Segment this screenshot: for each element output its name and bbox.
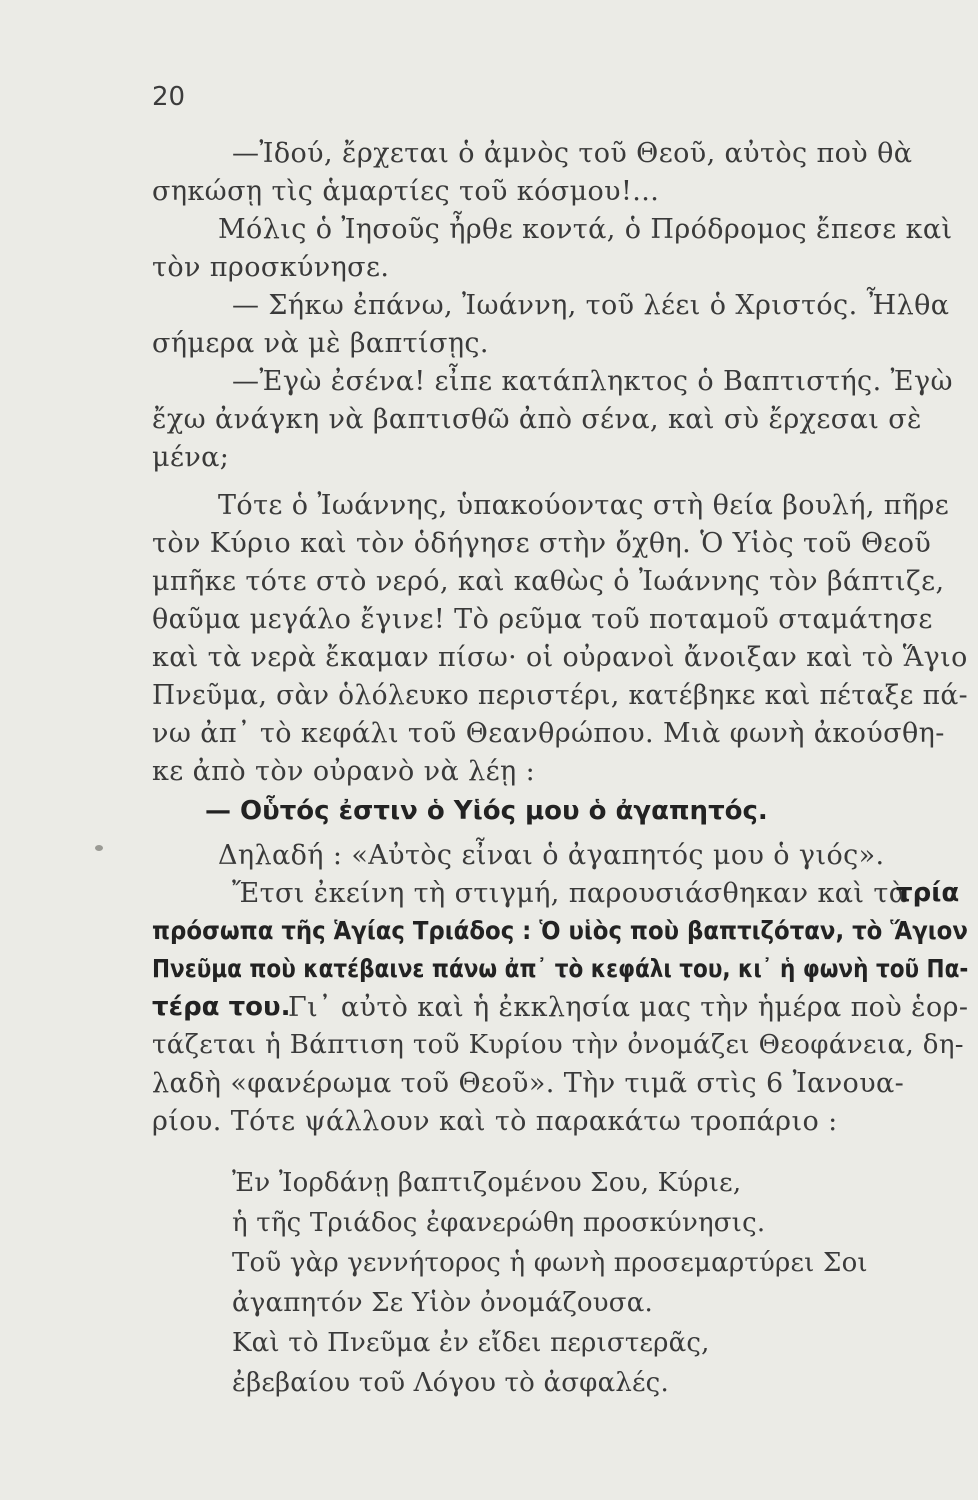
text-line: —Ἰδού, ἔρχεται ὁ ἀμνὸς τοῦ Θεοῦ, αὐτὸς ποὺ θὰ <box>232 138 913 169</box>
text-line: σηκώσῃ τὶς ἁμαρτίες τοῦ κόσμου!... <box>152 176 660 207</box>
verse-line: Τοῦ γὰρ γεννήτορος ἡ φωνὴ προσεμαρτύρει Σοι <box>232 1248 868 1278</box>
text-line: ρίου. Τότε ψάλλουν καὶ τὸ παρακάτω τροπάριο : <box>152 1106 838 1137</box>
text-line: καὶ τὰ νερὰ ἔκαμαν πίσω· οἱ οὐρανοὶ ἄνοιξαν καὶ τὸ Ἅγιο <box>152 642 968 673</box>
bold-quote-line: — Οὗτός ἐστιν ὁ Υἱός μου ὁ ἀγαπητός. <box>205 796 768 826</box>
text-line: τὸν προσκύνησε. <box>152 252 390 283</box>
text-line: λαδὴ «φανέρωμα τοῦ Θεοῦ». Τὴν τιμᾶ στὶς 6 Ἰανουα- <box>152 1068 905 1099</box>
verse-line: Ἐν Ἰορδάνῃ βαπτιζομένου Σου, Κύριε, <box>232 1168 742 1198</box>
text-line: θαῦμα μεγάλο ἔγινε! Τὸ ρεῦμα τοῦ ποταμοῦ σταμάτησε <box>152 604 933 635</box>
text-line: —Ἐγὼ ἐσένα! εἶπε κατάπληκτος ὁ Βαπτιστής. Ἐγὼ <box>232 366 953 397</box>
bold-text-line: πρόσωπα τῆς Ἁγίας Τριάδος : Ὁ υἱὸς ποὺ βαπτιζόταν, τὸ Ἅγιον <box>152 916 968 945</box>
text-line: Δηλαδή : «Αὐτὸς εἶναι ὁ ἀγαπητός μου ὁ γιός». <box>218 840 885 871</box>
text-line: νω ἀπ᾿ τὸ κεφάλι τοῦ Θεανθρώπου. Μιὰ φωνὴ ἀκούσθη- <box>152 718 945 749</box>
text-line: — Σήκω ἐπάνω, Ἰωάννη, τοῦ λέει ὁ Χριστός. Ἦλθα <box>232 290 950 321</box>
ink-smudge <box>95 845 103 851</box>
verse-line: ἡ τῆς Τριάδος ἐφανερώθη προσκύνησις. <box>232 1208 766 1238</box>
text-line: τὸν Κύριο καὶ τὸν ὁδήγησε στὴν ὄχθη. Ὁ Υἱὸς τοῦ Θεοῦ <box>152 528 932 559</box>
text-line: Γι᾿ αὐτὸ καὶ ἡ ἐκκλησία μας τὴν ἡμέρα ποὺ ἑορ- <box>288 992 969 1023</box>
text-line: Ἔτσι ἐκείνη τὴ στιγμή, παρουσιάσθηκαν καὶ τὰ <box>232 878 908 909</box>
page-number: 20 <box>152 82 186 112</box>
verse-line: Καὶ τὸ Πνεῦμα ἐν εἴδει περιστερᾶς, <box>232 1328 710 1358</box>
text-line: Μόλις ὁ Ἰησοῦς ἦρθε κοντά, ὁ Πρόδρομος ἔπεσε καὶ <box>218 214 953 245</box>
text-line: τάζεται ἡ Βάπτιση τοῦ Κυρίου τὴν ὀνομάζει Θεοφάνεια, δη- <box>152 1030 964 1060</box>
text-line: ἔχω ἀνάγκη νὰ βαπτισθῶ ἀπὸ σένα, καὶ σὺ ἔρχεσαι σὲ <box>152 404 922 435</box>
text-line: κε ἀπὸ τὸν οὐρανὸ νὰ λέῃ : <box>152 756 536 787</box>
text-line: Πνεῦμα, σὰν ὁλόλευκο περιστέρι, κατέβηκε καὶ πέταξε πά- <box>152 680 969 711</box>
verse-line: ἀγαπητόν Σε Υἱὸν ὀνομάζουσα. <box>232 1288 653 1318</box>
verse-line: ἐβεβαίου τοῦ Λόγου τὸ ἀσφαλές. <box>232 1368 669 1398</box>
text-line: σήμερα νὰ μὲ βαπτίσῃς. <box>152 328 489 359</box>
text-line: μπῆκε τότε στὸ νερό, καὶ καθὼς ὁ Ἰωάννης τὸν βάπτιζε, <box>152 566 945 597</box>
text-line: Τότε ὁ Ἰωάννης, ὑπακούοντας στὴ θεία βουλή, πῆρε <box>218 490 950 521</box>
bold-text-line: Πνεῦμα ποὺ κατέβαινε πάνω ἀπ᾿ τὸ κεφάλι του, κι᾿ ἡ φωνὴ τοῦ Πα- <box>152 954 969 983</box>
bold-text-line: τρία <box>896 878 960 908</box>
text-line: μένα; <box>152 442 230 473</box>
bold-text-line: τέρα του. <box>152 992 291 1022</box>
